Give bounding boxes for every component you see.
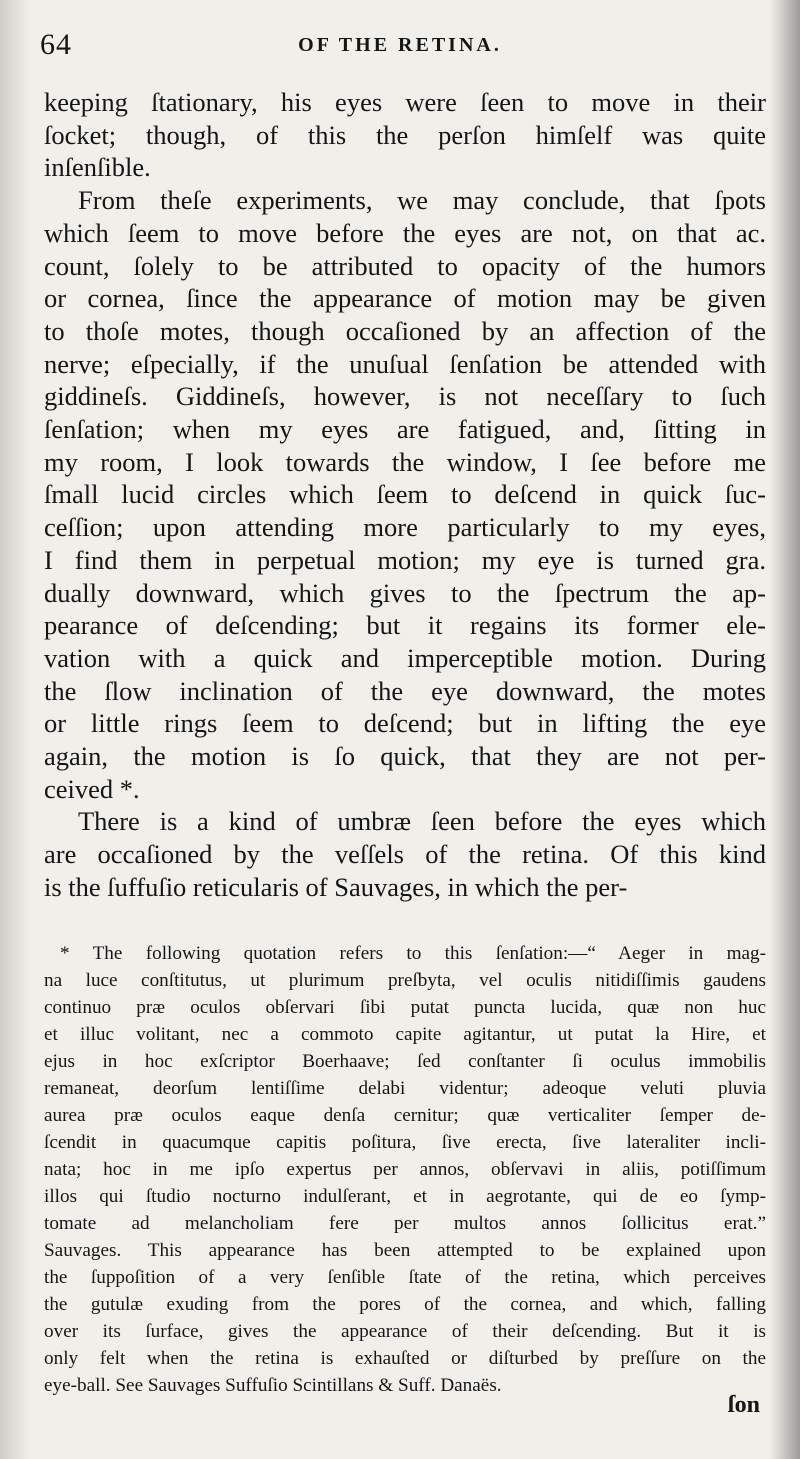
paragraph xyxy=(44,86,766,184)
text-line: dually downward, which gives to the ſpectrum the ap- xyxy=(44,577,766,608)
text-line: remaneat, deorſum lentiſſime delabi videntur; adeoque veluti pluvia xyxy=(44,1078,766,1099)
text-line: my room, I look towards the window, I ſee before me xyxy=(44,446,766,477)
paragraph xyxy=(44,184,766,805)
text-line: which ſeem to move before the eyes are not, on that ac. xyxy=(44,217,766,248)
text-line: pearance of deſcending; but it regains its former ele- xyxy=(44,610,766,641)
text-line: ejus in hoc exſcriptor Boerhaave; ſed conſtanter ſi oculus immobilis xyxy=(44,1051,766,1072)
text-line: keeping ſtationary, his eyes were ſeen to move in their xyxy=(44,87,766,117)
text-line: I find them in perpetual motion; my eye is turned gra. xyxy=(44,544,766,575)
text-line: or cornea, ſince the appearance of motion may be given xyxy=(44,283,766,314)
text-line: continuo præ oculos obſervari ſibi putat puncta lucida, quæ non huc xyxy=(44,997,766,1018)
text-line: to thoſe motes, though occaſioned by an affection of the xyxy=(44,315,766,346)
text-line: again, the motion is ſo quick, that they are not per- xyxy=(44,741,766,772)
right-edge-shadow xyxy=(770,0,800,1459)
text-line: et illuc volitant, nec a commoto capite agitantur, ut putat la Hire, et xyxy=(44,1024,766,1045)
text-line: nata; hoc in me ipſo expertus per annos, obſervavi in aliis, potiſſimum xyxy=(44,1159,766,1180)
text-line: * The following quotation refers to this ſenſation:—“ Aeger in mag- xyxy=(60,943,766,964)
text-line: the ſlow inclination of the eye downward, the motes xyxy=(44,675,766,706)
text-line: inſenſible. xyxy=(44,152,151,183)
text-line: ſocket; though, of this the perſon himſelf was quite xyxy=(44,119,766,150)
footnote xyxy=(44,940,766,1399)
main-text xyxy=(44,86,766,904)
text-line: giddineſs. Giddineſs, however, is not neceſſary to ſuch xyxy=(44,381,766,412)
text-line: ceſſion; upon attending more particularly to my eyes, xyxy=(44,512,766,543)
page-header xyxy=(40,28,760,64)
left-edge-shadow xyxy=(0,0,30,1459)
text-line: count, ſolely to be attributed to opacity of the humors xyxy=(44,250,766,281)
text-line: is the ſuffuſio reticularis of Sauvages, in which the per- xyxy=(44,871,628,902)
text-line: aurea præ oculos eaque denſa cernitur; quæ verticaliter ſemper de- xyxy=(44,1105,766,1126)
text-line: ceived *. xyxy=(44,773,140,804)
text-line: or little rings ſeem to deſcend; but in lifting the eye xyxy=(44,708,766,739)
text-line: vation with a quick and imperceptible motion. During xyxy=(44,642,766,673)
running-head: OF THE RETINA. xyxy=(298,34,502,56)
text-line: the gutulæ exuding from the pores of the cornea, and which, falling xyxy=(44,1294,766,1315)
text-line: na luce conſtitutus, ut plurimum preſbyta, vel oculis nitidiſſimis gaudens xyxy=(44,970,766,991)
footnote-block xyxy=(44,940,766,1399)
text-line: only felt when the retina is exhauſted or diſturbed by preſſure on the xyxy=(44,1348,766,1369)
text-line: the ſuppoſition of a very ſenſible ſtate of the retina, which perceives xyxy=(44,1267,766,1288)
text-line: ſmall lucid circles which ſeem to deſcend in quick ſuc- xyxy=(44,479,766,510)
text-line: There is a kind of umbræ ſeen before the eyes which xyxy=(78,806,766,837)
text-line: nerve; eſpecially, if the unuſual ſenſation be attended with xyxy=(44,348,766,379)
text-line: illos qui ſtudio nocturno indulſerant, et in aegrotante, qui de eo ſymp- xyxy=(44,1186,766,1207)
text-line: Sauvages. This appearance has been attempted to be explained upon xyxy=(44,1240,766,1261)
text-line: are occaſioned by the veſſels of the retina. Of this kind xyxy=(44,839,766,870)
paragraph xyxy=(44,805,766,903)
text-line: ſenſation; when my eyes are fatigued, and, ſitting in xyxy=(44,414,766,445)
text-line: ſcendit in quacumque capitis poſitura, ſive erecta, ſive lateraliter incli- xyxy=(44,1132,766,1153)
text-line: over its ſurface, gives the appearance of their deſcending. But it is xyxy=(44,1321,766,1342)
text-line: From theſe experiments, we may conclude, that ſpots xyxy=(78,185,766,216)
text-line: eye-ball. See Sauvages Suffuſio Scintillans & Suff. Danaës. xyxy=(44,1375,502,1396)
page-number: 64 xyxy=(40,28,72,61)
text-line: tomate ad melancholiam fere per multos annos ſollicitus erat.” xyxy=(44,1213,766,1234)
catchword: ſon xyxy=(727,1392,760,1418)
